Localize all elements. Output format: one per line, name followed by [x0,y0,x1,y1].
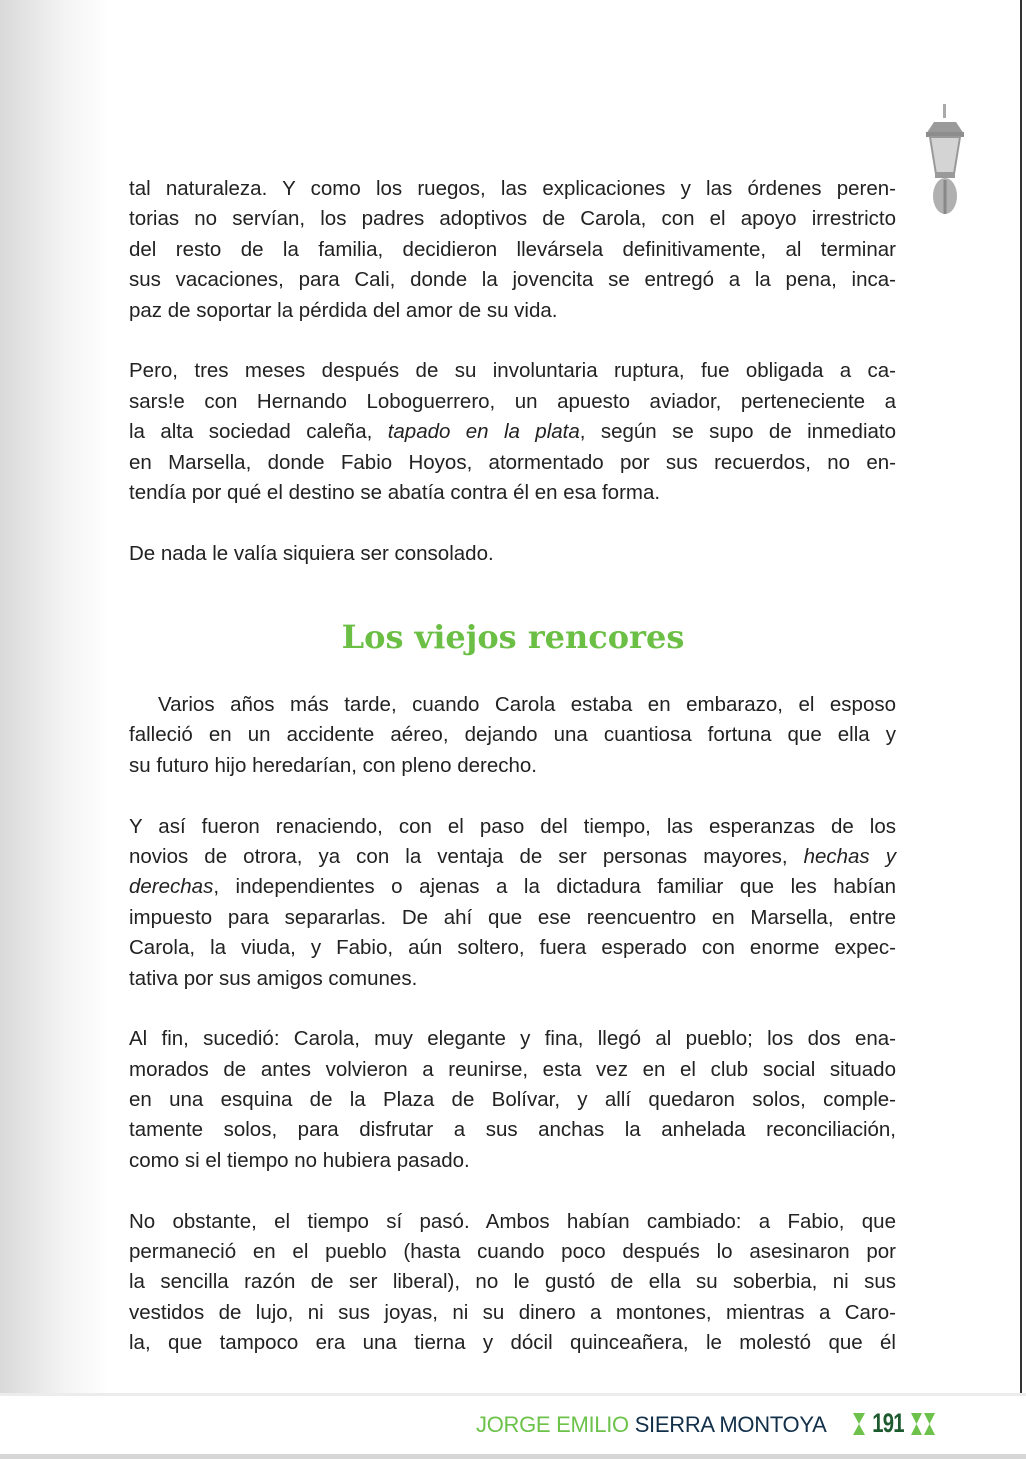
text-line: como si el tiempo no hubiera pasado. [129,1148,470,1172]
text-line: Pero, tres meses después de su involuntaria ruptura, fue obligada a ca- [129,359,896,383]
text-line: del resto de la familia, decidieron llevársela definitivamente, al terminar [129,237,896,261]
italic-phrase: tapado en la plata [387,420,580,444]
text-line: la, que tampoco era una tierna y dócil quinceañera, le molestó que él [129,1331,896,1355]
page-shadow [0,0,110,1394]
text-line: paz de soportar la pérdida del amor de su vida. [129,298,558,322]
page-edge [1020,0,1022,1394]
text-line: No obstante, el tiempo sí pasó. Ambos habían cambiado: a Fabio, que [129,1209,896,1233]
body-text-bottom [129,690,896,1389]
text-line: sus vacaciones, para Cali, donde la jovencita se entregó a la pena, inca- [129,268,896,292]
text-line: tendía por qué el destino se abatía contra él en esa forma. [129,480,661,504]
author-first-name: JORGE EMILIO [476,1412,629,1437]
hourglass-ornament-icon [853,1413,865,1435]
text-line: torias no servían, los padres adoptivos de Carola, con el apoyo irrestricto [129,207,896,231]
text-line: falleció en un accidente aéreo, dejando una cuantiosa fortuna que ella y [129,723,896,747]
text-line: Carola, la viuda, y Fabio, aún soltero, fuera esperado con enorme expec- [129,936,896,960]
text-line: novios de otrora, ya con la ventaja de ser personas mayores, hechas y [129,844,896,868]
footer-author [476,1412,827,1438]
text-line: permaneció en el pueblo (hasta cuando poco después lo asesinaron por [129,1240,896,1264]
text-line: Varios años más tarde, cuando Carola estaba en embarazo, el esposo [158,693,896,716]
text-line: en una esquina de la Plaza de Bolívar, y allí quedaron solos, comple- [129,1088,896,1112]
paragraph [129,1024,896,1176]
italic-phrase: derechas [129,875,214,899]
text-line: la sencilla razón de ser liberal), no le gustó de ella su soberbia, ni sus [129,1270,896,1294]
text-line: Y así fueron renaciendo, con el paso del tiempo, las esperanzas de los [129,814,896,838]
text-line: De nada le valía siquiera ser consolado. [129,541,494,565]
text-line: la alta sociedad caleña, tapado en la plata, según se supo de inmediato [129,420,897,444]
italic-phrase: hechas y [803,844,896,868]
page-number-block [853,1408,935,1439]
text-line: sars!e con Hernando Loboguerrero, un apuesto aviador, perteneciente a [129,389,896,413]
text-line: Al fin, sucedió: Carola, muy elegante y fina, llegó al pueblo; los dos ena- [129,1027,896,1051]
text-line: en Marsella, donde Fabio Hoyos, atormentado por sus recuerdos, no en- [129,450,896,474]
text-line: tamente solos, para disfrutar a sus anchas la anhelada reconciliación, [129,1118,896,1142]
paragraph [129,1207,896,1359]
section-heading: Los viejos rencores [341,618,685,656]
body-text-top [129,174,896,599]
paragraph [129,539,896,569]
paragraph [129,812,896,994]
footer-divider [0,1393,1026,1396]
text-line: impuesto para separarlas. De ahí que ese reencuentro en Marsella, entre [129,905,896,929]
text-line: tal naturaleza. Y como los ruegos, las explicaciones y las órdenes peren- [129,177,896,200]
paragraph [129,174,896,326]
page-number: 191 [872,1408,904,1438]
text-line: derechas, independientes o ajenas a la dictadura familiar que les habían [129,875,896,899]
paragraph [129,690,896,781]
hourglass-ornament-icon [911,1413,935,1435]
page-bottom-edge [0,1454,1026,1459]
text-line: tativa por sus amigos comunes. [129,966,418,990]
paragraph [129,356,896,508]
text-line: su futuro hijo heredarían, con pleno derecho. [129,753,537,777]
text-line: vestidos de lujo, ni sus joyas, ni su dinero a montones, mientras a Caro- [129,1300,896,1324]
author-last-name: SIERRA MONTOYA [634,1412,827,1437]
street-lamp-icon [922,104,968,221]
text-line: morados de antes volvieron a reunirse, esta vez en el club social situado [129,1057,896,1081]
